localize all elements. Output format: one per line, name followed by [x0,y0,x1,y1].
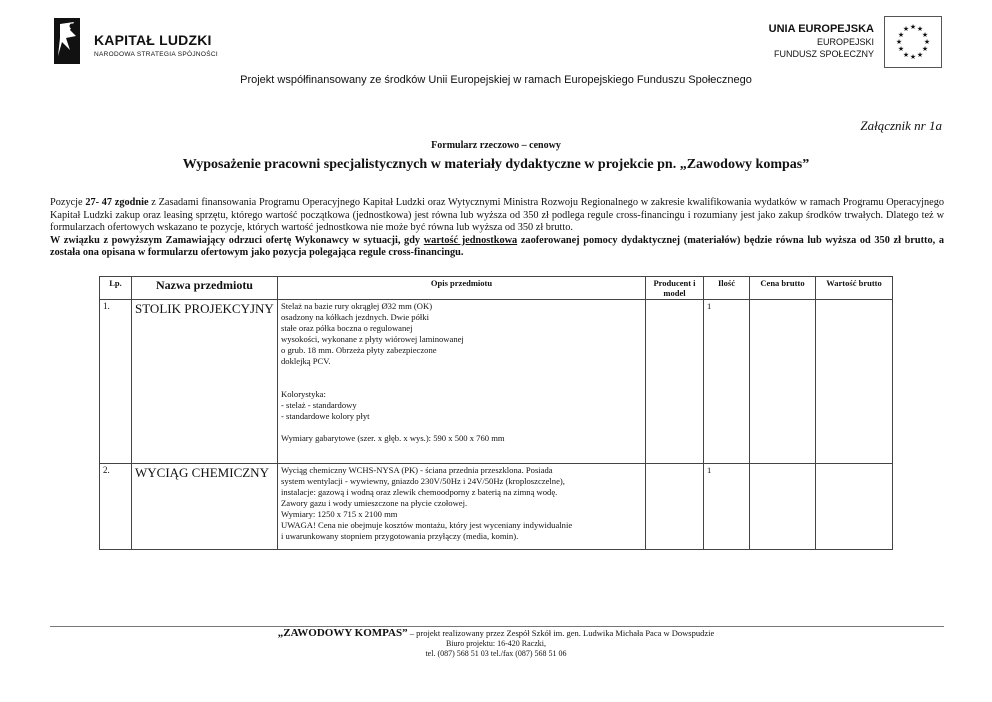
main-title: Wyposażenie pracowni specjalistycznych w materiały dydaktyczne w projekcie pn. „Zawodowy kompas” [182,157,810,172]
desc-line: Wyciąg chemiczny WCHS-NYSA (PK) - ściana przednia przeszklona. Posiada [281,465,553,475]
header-producer: Producent i model [646,277,704,300]
intro-p2 [50,235,944,259]
row-value [816,300,893,464]
desc-line: - standardowe kolory płyt [281,411,370,421]
intro-text [50,197,944,260]
svg-text:★: ★ [895,38,903,46]
footer-rule [50,626,944,627]
intro-p2-b: zaoferowanej pomocy dydaktycznej (materiałów) będzie równa lub wyższa od 350 zł brutto, a została ona opisana w formularzu ofertowym jako pozycja polegająca regule cross-financingu. [50,234,944,258]
items-table [99,276,893,550]
svg-text:★: ★ [909,23,917,31]
kapital-ludzki-subtitle: NARODOWA STRATEGIA SPÓJNOŚCI [94,51,218,58]
desc-line: Wymiary: 1250 x 715 x 2100 mm [281,509,398,519]
footer-line-1 [0,628,992,639]
header-desc: Opis przedmiotu [278,277,646,300]
eu-line-2: EUROPEJSKI [816,37,874,47]
desc-line: i uwarunkowany stopniem przygotowania przyłączy (media, komin). [281,531,519,541]
header-value: Wartość brutto [816,277,893,300]
svg-text:★: ★ [921,31,929,39]
desc-line: instalacje: gazową i wodną oraz zlewik chemoodporny z baterią na zimną wodę. [281,487,558,497]
table-header-row [100,277,893,300]
eu-line-1: UNIA EUROPEJSKA [768,23,874,35]
intro-p2-a: W związku z powyższym Zamawiający odrzuci ofertę Wykonawcy w sytuacji, gdy [50,234,424,246]
svg-text:★: ★ [923,38,931,46]
row-name: STOLIK PROJEKCYJNY [132,300,278,464]
eu-flag-icon [884,16,942,68]
row-qty: 1 [704,464,750,550]
footer [0,628,992,659]
footer-phone: tel. (087) 568 51 03 tel./fax (087) 568 51 06 [425,649,567,658]
footer-address: Biuro projektu: 16-420 Raczki, [446,639,546,648]
intro-p1-rest: z Zasadami finansowania Programu Operacyjnego Kapitał Ludzki oraz Wytycznymi Ministra Rozwoju Regionalnego w zakresie kwalifikowania wydatków w ramach Programu Operacyjnego Kapitał Ludzki zakup oraz leasing sprzętu, którego wartość początkowa (jednostkowa) jest równa lub wyższa od 350 zł podlega regule cross-financingu i rozumiany jest jako zakup środków trwałych. Dlatego też w formularzach ofertowych wskazano te pozycje, których wartość jednostkowa nie może być równa lub wyższa od 350 zł brutto. [50,197,944,233]
svg-text:★: ★ [897,31,905,39]
cofinancing-note: Projekt współfinansowany ze środków Unii Europejskiej w ramach Europejskiego Funduszu Społecznego [240,74,752,86]
desc-line: Kolorystyka: [281,389,326,399]
desc-line: Zawory gazu i wody umieszczone na płycie czołowej. [281,498,468,508]
row-price [750,464,816,550]
footer-project-desc: – projekt realizowany przez Zespół Szkół im. gen. Ludwika Michała Paca w Dowspudzie [407,628,715,638]
table-row [100,464,893,550]
svg-text:★: ★ [902,25,910,33]
desc-line: osadzony na kółkach jezdnych. Dwie półki [281,312,429,322]
header-price: Cena brutto [750,277,816,300]
row-desc [278,464,646,550]
row-producer [646,300,704,464]
header-lp: Lp. [100,277,132,300]
desc-line: Wymiary gabarytowe (szer. x głęb. x wys.): 590 x 500 x 760 mm [281,433,505,443]
row-desc [278,300,646,464]
kapital-ludzki-emblem-icon [50,16,84,66]
desc-line: UWAGA! Cena nie obejmuje kosztów montażu, który jest wyceniany indywidualnie [281,520,573,530]
intro-p1-bold: 27- 47 zgodnie [85,197,149,208]
svg-text:★: ★ [921,45,929,53]
desc-line: o grub. 18 mm. Obrzeża płyty zabezpieczone [281,345,437,355]
row-price [750,300,816,464]
desc-line: stałe oraz półka boczna o regulowanej [281,323,413,333]
kapital-ludzki-title: KAPITAŁ LUDZKI [94,32,212,48]
row-lp: 1. [100,300,132,464]
form-title: Formularz rzeczowo – cenowy [431,140,561,151]
header-qty: Ilość [704,277,750,300]
desc-line: wysokości, wykonane z płyty wiórowej laminowanej [281,334,464,344]
row-value [816,464,893,550]
row-name: WYCIĄG CHEMICZNY [132,464,278,550]
intro-p2-underline: wartość jednostkowa [423,234,518,246]
svg-text:★: ★ [897,45,905,53]
row-qty: 1 [704,300,750,464]
annex-label: Załącznik nr 1a [860,118,942,133]
row-producer [646,464,704,550]
svg-text:★: ★ [916,25,924,33]
footer-project-name: „ZAWODOWY KOMPAS” [277,627,408,639]
eu-line-3: FUNDUSZ SPOŁECZNY [773,49,874,59]
desc-line: - stelaż - standardowy [281,400,357,410]
desc-line: Stelaż na bazie rury okrągłej Ø32 mm (OK) [281,301,433,311]
svg-text:★: ★ [916,51,924,59]
row-lp: 2. [100,464,132,550]
header-name: Nazwa przedmiotu [132,277,278,300]
table-row [100,300,893,464]
desc-line: system wentylacji - wywiewny, gniazdo 230V/50Hz i 24V/50Hz (kroploszczelne), [281,476,565,486]
intro-p1-start: Pozycje [50,197,86,208]
eu-logo-text [769,22,874,60]
kapital-ludzki-logo [50,16,240,66]
desc-line: doklejką PCV. [281,356,331,366]
svg-text:★: ★ [902,51,910,59]
svg-text:★: ★ [909,53,917,61]
